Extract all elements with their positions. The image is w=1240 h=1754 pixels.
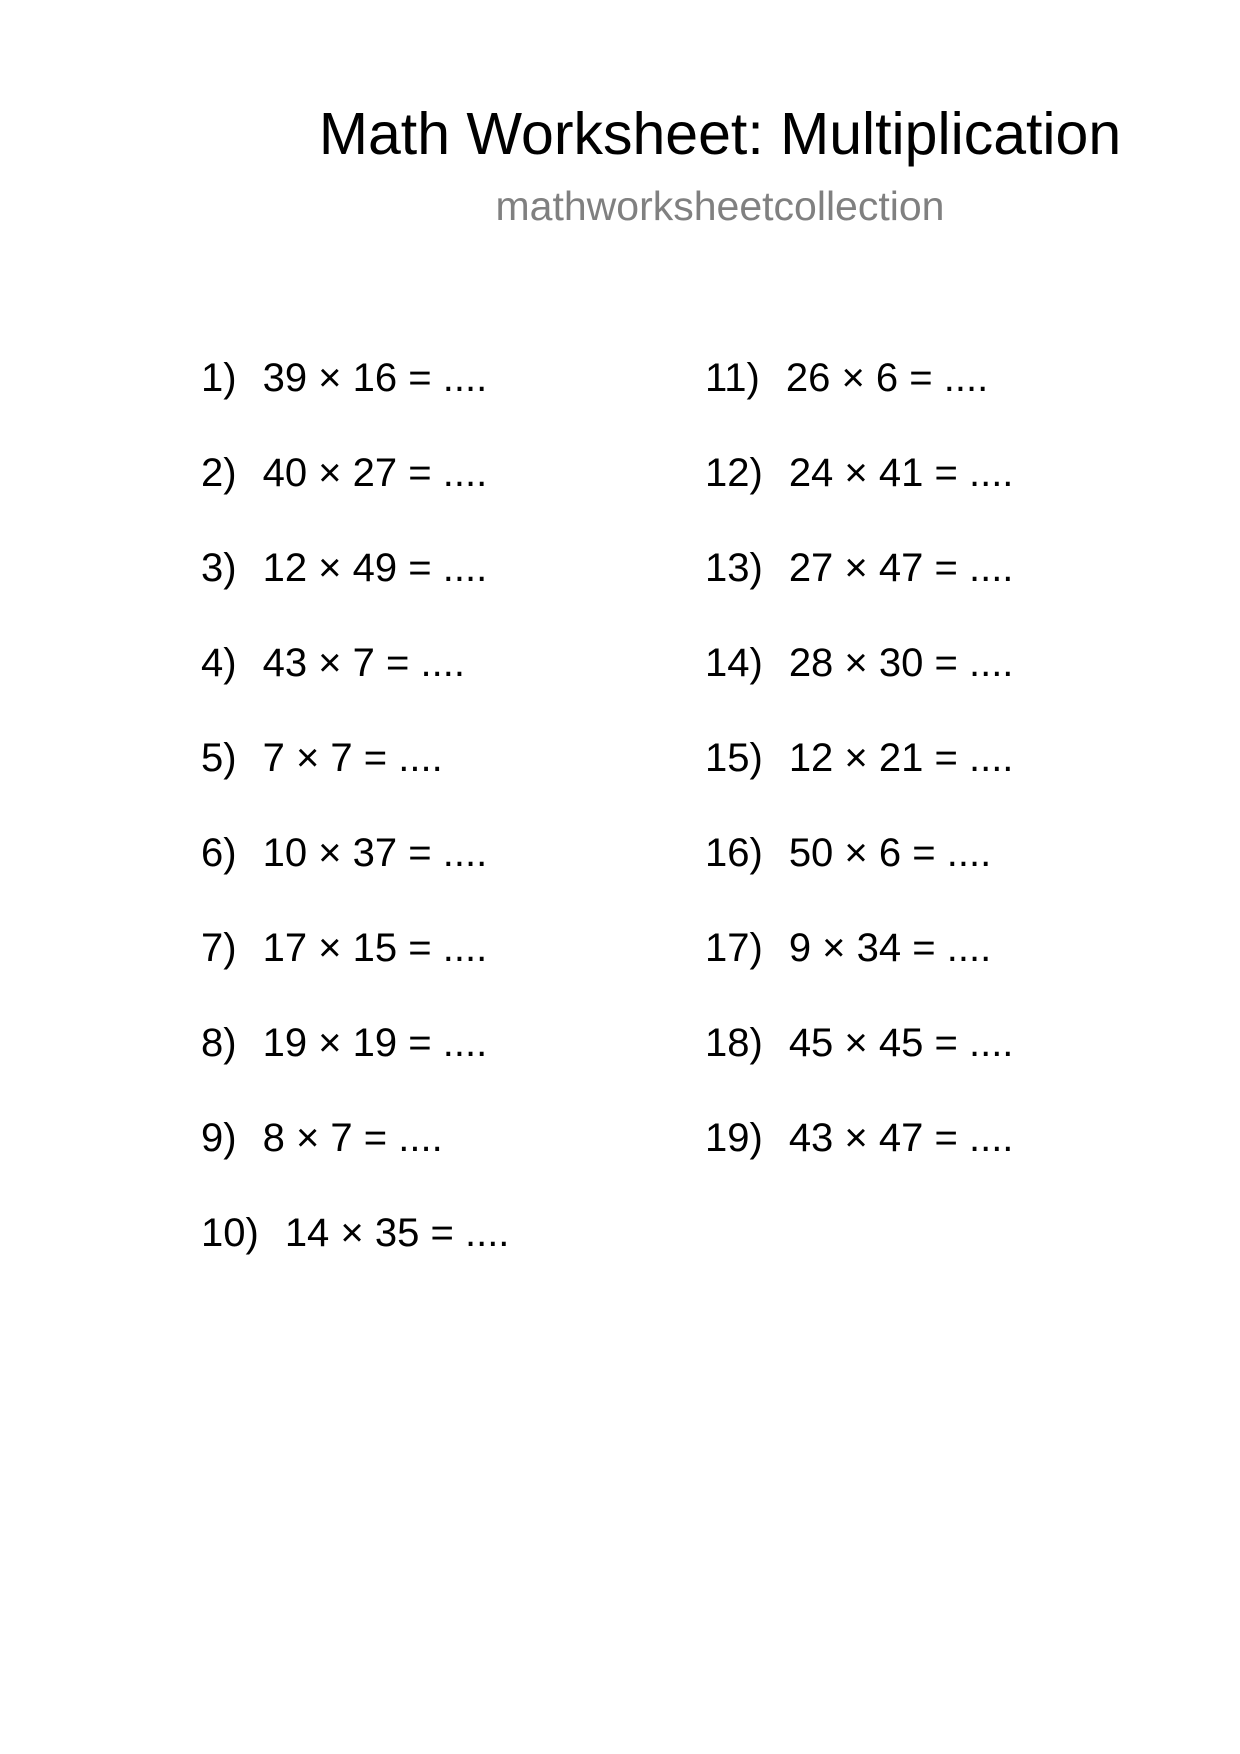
problem-number: 17): [705, 926, 763, 970]
problem-expression: 26 × 6 = ....: [785, 356, 989, 400]
problem-item: [705, 824, 1013, 919]
problem-number: 3): [201, 546, 237, 590]
problem-item: [705, 349, 1013, 444]
problem-number: 10): [201, 1211, 259, 1255]
problem-expression: 12 × 49 = ....: [262, 546, 488, 590]
problem-item: [705, 444, 1013, 539]
problem-expression: 39 × 16 = ....: [262, 356, 488, 400]
problem-column-left: [201, 349, 509, 1299]
page-title: Math Worksheet: Multiplication: [318, 101, 1122, 167]
problem-number: 13): [705, 546, 763, 590]
problem-item: [201, 729, 509, 824]
problem-expression: 10 × 37 = ....: [262, 831, 488, 875]
problem-item: [201, 824, 509, 919]
problem-expression: 12 × 21 = ....: [788, 736, 1014, 780]
problem-item: [201, 634, 509, 729]
problem-number: 14): [705, 641, 763, 685]
problem-expression: 50 × 6 = ....: [788, 831, 992, 875]
problem-number: 15): [705, 736, 763, 780]
problem-expression: 43 × 47 = ....: [788, 1116, 1014, 1160]
problem-number: 18): [705, 1021, 763, 1065]
problem-item: [201, 1204, 509, 1299]
problem-expression: 40 × 27 = ....: [262, 451, 488, 495]
problem-item: [201, 349, 509, 444]
problem-expression: 8 × 7 = ....: [262, 1116, 443, 1160]
problem-item: [201, 1014, 509, 1109]
problem-item: [201, 1109, 509, 1204]
problem-expression: 43 × 7 = ....: [262, 641, 465, 685]
problem-expression: 9 × 34 = ....: [788, 926, 992, 970]
problem-column-right: [705, 349, 1013, 1204]
problem-item: [705, 634, 1013, 729]
problem-item: [705, 919, 1013, 1014]
problem-item: [705, 729, 1013, 824]
problem-item: [201, 919, 509, 1014]
problem-item: [705, 1014, 1013, 1109]
problem-expression: 17 × 15 = ....: [262, 926, 488, 970]
problem-number: 5): [201, 736, 237, 780]
problem-number: 9): [201, 1116, 237, 1160]
problem-item: [705, 539, 1013, 634]
problem-number: 16): [705, 831, 763, 875]
problem-number: 2): [201, 451, 237, 495]
problem-number: 8): [201, 1021, 237, 1065]
problem-number: 11): [705, 356, 760, 400]
problem-expression: 45 × 45 = ....: [788, 1021, 1014, 1065]
problem-number: 4): [201, 641, 237, 685]
problem-number: 12): [705, 451, 763, 495]
problem-item: [201, 444, 509, 539]
problem-number: 1): [201, 356, 237, 400]
problem-number: 6): [201, 831, 237, 875]
page-subtitle: mathworksheetcollection: [495, 183, 945, 229]
problem-number: 19): [705, 1116, 763, 1160]
problem-item: [201, 539, 509, 634]
problem-expression: 28 × 30 = ....: [788, 641, 1014, 685]
problem-expression: 19 × 19 = ....: [262, 1021, 488, 1065]
problem-expression: 7 × 7 = ....: [262, 736, 443, 780]
problem-expression: 27 × 47 = ....: [788, 546, 1014, 590]
problem-expression: 24 × 41 = ....: [788, 451, 1014, 495]
problem-item: [705, 1109, 1013, 1204]
problem-expression: 14 × 35 = ....: [284, 1211, 510, 1255]
problem-number: 7): [201, 926, 237, 970]
